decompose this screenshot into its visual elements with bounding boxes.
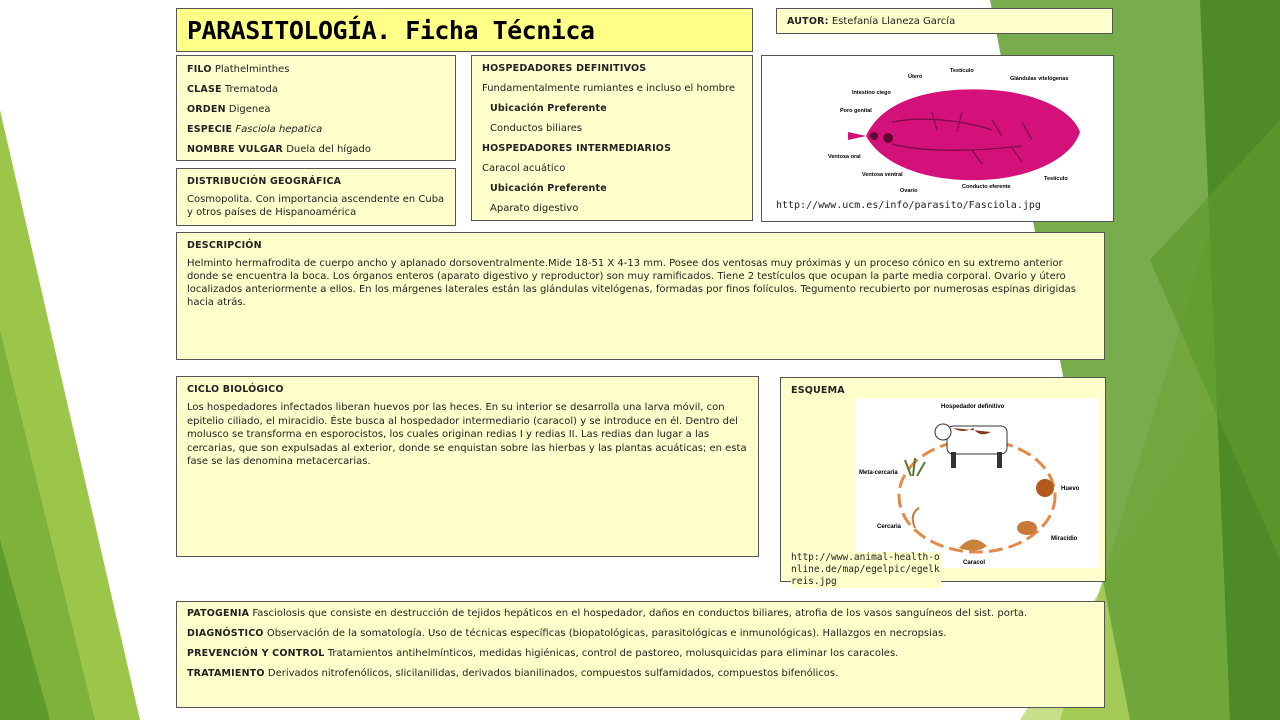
cycle-text: Los hospedadores infectados liberan huevos por las heces. En su interior se desarrolla una larva móvil, con epitelio ciliado, el miracidio. Éste busca al hospedador intermediario (caracol) y se introduce en él. Dentro del molusco se transforma en esporocistos, los cuales originan redias I y redias II. Las redias dan lugar a las cercarias, que son expulsadas al exterior, donde se enquistan sobre las hierbas y las plantas acuáticas; en esta fase se las denomina metacercarias. — [187, 402, 747, 467]
distribution-box — [176, 168, 456, 226]
scheme-image-url[interactable]: http://www.animal-health-online.de/map/egelpic/egelkreis.jpg — [791, 552, 940, 587]
label-ventosa-ventral: Ventosa ventral — [862, 172, 903, 178]
definitive-hosts-text: Fundamentalmente rumiantes e incluso el hombre — [482, 83, 736, 94]
fasciola-image-box — [761, 55, 1114, 222]
fasciola-diagram — [822, 60, 1090, 214]
miracidium-icon — [1017, 521, 1037, 535]
author-box — [776, 8, 1113, 34]
location-text-2: Aparato digestivo — [490, 203, 579, 214]
taxonomy-row: ORDEN Digenea — [187, 104, 271, 115]
label-conducto: Conducto eferente — [962, 184, 1011, 190]
label-host: Hospedador definitivo — [941, 404, 1005, 410]
taxonomy-row: NOMBRE VULGAR Duela del hígado — [187, 144, 372, 155]
label-caracol: Caracol — [963, 560, 986, 566]
label-testiculo-top: Testículo — [950, 68, 974, 74]
clinical-row: TRATAMIENTO Derivados nitrofenólicos, slicilanilidas, derivados bianilinados, compuestos sulfamidados, compuestos bifenólicos. — [187, 668, 839, 679]
label-cercaria: Cercaria — [877, 524, 902, 530]
label-ventosa-oral: Ventosa oral — [828, 154, 861, 160]
taxonomy-row: ESPECIE Fasciola hepatica — [187, 124, 323, 135]
label-poro: Poro genital — [840, 108, 872, 114]
location-label-2: Ubicación Preferente — [490, 183, 607, 194]
description-text: Helminto hermafrodita de cuerpo ancho y aplanado dorsoventralmente.Mide 18-51 X 4-13 mm. Posee dos ventosas muy próximas y un proceso cónico en su extremo anterior donde se encuentra la boca. Los órganos enteros (aparato digestivo y reproductor) son muy ramificados. Tiene 2 testículos que ocupan la parte media corporal. Ovario y útero localizados anteriormente a ellos. En los márgenes laterales están las glándulas vitelógenas, formadas por finos folículos. Tegumento recubierto por numerosas espinas dirigidas hacia atrás. — [187, 258, 1076, 308]
taxonomy-row: FILO Plathelminthes — [187, 64, 290, 75]
label-huevo: Huevo — [1061, 486, 1080, 492]
description-box — [176, 232, 1105, 360]
clinical-box — [176, 601, 1105, 708]
location-text-1: Conductos biliares — [490, 123, 583, 134]
scheme-box — [780, 377, 1106, 587]
label-utero: Útero — [908, 74, 923, 80]
label-metacercaria: Meta-cercaria — [859, 470, 898, 476]
hosts-box — [471, 55, 753, 221]
description-label: DESCRIPCIÓN — [187, 240, 262, 251]
definitive-hosts-label: HOSPEDADORES DEFINITIVOS — [482, 63, 647, 74]
taxonomy-row: CLASE Trematoda — [187, 84, 278, 95]
label-miracidio: Miracidio — [1051, 536, 1078, 542]
clinical-row: DIAGNÓSTICO Observación de la somatología. Uso de técnicas específicas (biopatológicas, parasitológicas e inmunológicas). Hallazgos en necropsias. — [187, 628, 947, 639]
life-cycle-diagram — [855, 398, 1099, 568]
page-title: PARASITOLOGÍA. Ficha Técnica — [176, 8, 753, 52]
distribution-label: DISTRIBUCIÓN GEOGRÁFICA — [187, 176, 342, 187]
label-glandulas: Glándulas vitelógenas — [1010, 76, 1069, 82]
taxonomy-box — [176, 55, 456, 161]
author-label: AUTOR: — [787, 16, 829, 27]
distribution-text: Cosmopolita. Con importancia ascendente en Cuba y otros países de Hispanoamérica — [187, 194, 445, 218]
label-testiculo-bottom: Testículo — [1044, 176, 1068, 182]
scheme-label: ESQUEMA — [791, 385, 845, 396]
author-name: Estefanía Llaneza García — [831, 16, 956, 27]
clinical-row: PATOGENIA Fasciolosis que consiste en destrucción de tejidos hepáticos en el hospedador, daños en conductos biliares, atrofia de los vasos sanguíneos del sist. porta. — [187, 608, 1028, 619]
intermediate-hosts-label: HOSPEDADORES INTERMEDIARIOS — [482, 143, 672, 154]
cycle-label: CICLO BIOLÓGICO — [187, 384, 284, 395]
label-ovario: Ovario — [900, 188, 918, 194]
clinical-row: PREVENCIÓN Y CONTROL Tratamientos antihelmínticos, medidas higiénicas, control de pastoreo, molusquicidas para eliminar los caracoles. — [187, 648, 899, 659]
egg-icon — [1036, 479, 1054, 497]
cycle-box — [176, 376, 759, 557]
fasciola-image-url[interactable]: http://www.ucm.es/info/parasito/Fasciola.jpg — [776, 200, 1041, 211]
label-intestino: Intestino ciego — [852, 90, 891, 96]
intermediate-hosts-text: Caracol acuático — [482, 163, 566, 174]
location-label-1: Ubicación Preferente — [490, 103, 607, 114]
